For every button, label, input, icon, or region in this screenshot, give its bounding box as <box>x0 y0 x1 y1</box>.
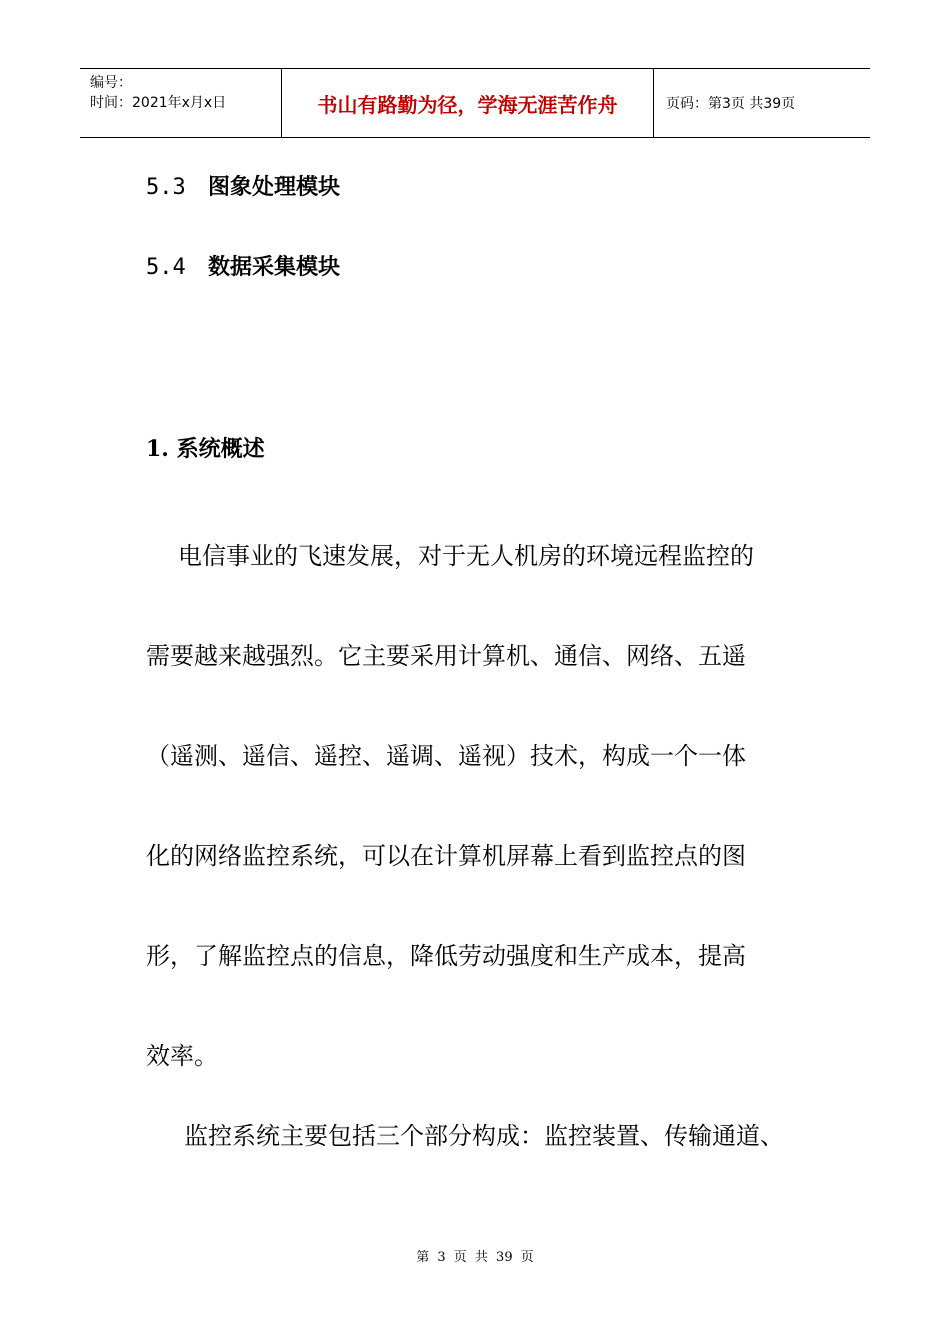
paragraph-line: 需要越来越强烈。它主要采用计算机、通信、网络、五遥 <box>146 642 746 670</box>
header-page-info: 页码：第3页 共39页 <box>666 96 796 112</box>
section-heading: 1. 系统概述 <box>146 436 265 462</box>
page-footer: 第 3 页 共 39 页 <box>416 1250 534 1265</box>
page-header <box>80 68 870 138</box>
paragraph-line: 形，了解监控点的信息，降低劳动强度和生产成本，提高 <box>146 942 746 970</box>
code-label: 编号： <box>90 75 132 91</box>
toc-title: 数据采集模块 <box>208 254 341 280</box>
toc-entry <box>146 170 340 201</box>
toc-number: 5.4 <box>146 255 186 280</box>
header-motto: 书山有路勤为径，学海无涯苦作舟 <box>282 69 654 137</box>
paragraph-line: 化的网络监控系统，可以在计算机屏幕上看到监控点的图 <box>146 842 746 870</box>
toc-entry <box>146 250 340 281</box>
paragraph-line: 监控系统主要包括三个部分构成：监控装置、传输通道、 <box>184 1122 784 1150</box>
body-paragraph <box>146 506 836 1106</box>
time-label: 时间：2021年x月x日 <box>90 95 227 111</box>
body-paragraph <box>146 1086 836 1186</box>
toc-number: 5.3 <box>146 175 186 200</box>
paragraph-line: 效率。 <box>146 1042 218 1070</box>
toc-title: 图象处理模块 <box>208 174 341 200</box>
paragraph-line: （遥测、遥信、遥控、遥调、遥视）技术，构成一个一体 <box>146 742 746 770</box>
paragraph-line: 电信事业的飞速发展，对于无人机房的环境远程监控的 <box>178 542 754 570</box>
header-meta-cell <box>80 69 282 137</box>
